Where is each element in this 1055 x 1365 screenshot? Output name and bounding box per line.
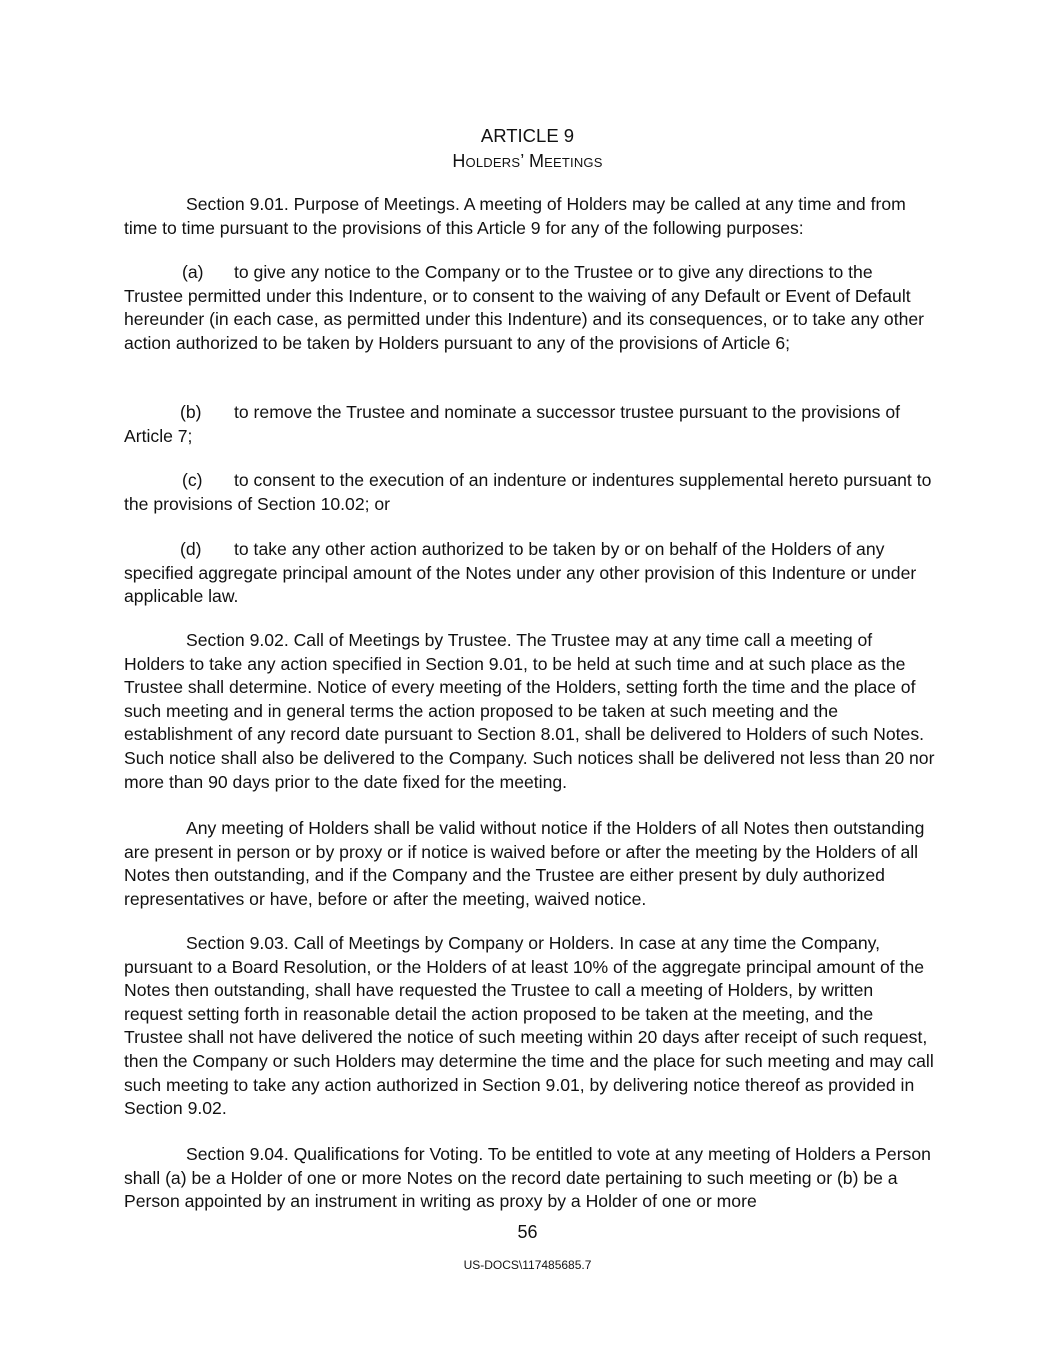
list-item-text: to consent to the execution of an indenture or indentures supplemental hereto pursuant to the provisions of Section 10.02; or: [124, 470, 932, 514]
list-item-label: (a): [182, 262, 204, 282]
list-item-c: [124, 469, 936, 516]
list-item-a: [124, 261, 936, 355]
list-item-d: [124, 538, 936, 609]
paragraph-text: Section 9.02. Call of Meetings by Trustee. The Trustee may at any time call a meeting of Holders to take any action specified in Section 9.01, to be held at such time and at such place as the Trustee shall determine. Notice of every meeting of the Holders, setting forth the time and the place of such meeting and in general terms the action proposed to be taken at such meeting and the establishment of any record date pursuant to Section 8.01, shall be delivered to Holders of such Notes. Such notice shall also be delivered to the Company. Such notices shall be delivered not less than 20 nor more than 90 days prior to the date fixed for the meeting.: [124, 630, 935, 792]
article-subtitle: Holders’ Meetings: [452, 151, 603, 171]
paragraph-text: Any meeting of Holders shall be valid without notice if the Holders of all Notes then outstanding are present in person or by proxy or if notice is waived before or after the meeting by the Holders of all Notes then outstanding, and if the Company and the Trustee are either present by duly authorized representatives or have, before or after the meeting, waived notice.: [124, 818, 925, 909]
paragraph-text: Section 9.01. Purpose of Meetings. A meeting of Holders may be called at any time and from time to time pursuant to the provisions of this Article 9 for any of the following purposes:: [124, 194, 906, 238]
paragraph-text: Section 9.04. Qualifications for Voting. To be entitled to vote at any meeting of Holders a Person shall (a) be a Holder of one or more Notes on the record date pertaining to such meeting or (b) be a Person appointed by an instrument in writing as proxy by a Holder of one or more: [124, 1144, 931, 1212]
document-id: US-DOCS\117485685.7: [463, 1258, 592, 1272]
list-item-label: (b): [180, 402, 202, 422]
paragraph-section-9-02: [124, 629, 936, 794]
paragraph-section-9-04: [124, 1143, 936, 1214]
article-title: ARTICLE 9: [480, 125, 575, 146]
paragraph-meeting-validity: [124, 817, 936, 911]
list-item-label: (c): [182, 470, 203, 490]
paragraph-section-9-01: [124, 193, 936, 240]
page-number: 56: [517, 1222, 538, 1242]
list-item-b: [124, 401, 936, 448]
list-item-text: to take any other action authorized to be taken by or on behalf of the Holders of any specified aggregate principal amount of the Notes under any other provision of this Indenture or under applicable law.: [124, 539, 917, 607]
list-item-text: to give any notice to the Company or to the Trustee or to give any directions to the Trustee permitted under this Indenture, or to consent to the waiving of any Default or Event of Default hereunder (in each case, as permitted under this Indenture) and its consequences, or to take any other action authorized to be taken by Holders pursuant to any of the provisions of Article 6;: [124, 262, 925, 353]
list-item-label: (d): [180, 539, 202, 559]
paragraph-text: Section 9.03. Call of Meetings by Company or Holders. In case at any time the Company, pursuant to a Board Resolution, or the Holders of at least 10% of the aggregate principal amount of the Notes then outstanding, shall have requested the Trustee to call a meeting of Holders, by written request setting forth in reasonable detail the action proposed to be taken at the meeting, and the Trustee shall not have delivered the notice of such meeting within 20 days after receipt of such request, then the Company or such Holders may determine the time and the place for such meeting and may call such meeting to take any action authorized in Section 9.01, by delivering notice thereof as provided in Section 9.02.: [124, 933, 934, 1119]
list-item-text: to remove the Trustee and nominate a successor trustee pursuant to the provisions of Article 7;: [124, 402, 900, 446]
paragraph-section-9-03: [124, 932, 936, 1121]
